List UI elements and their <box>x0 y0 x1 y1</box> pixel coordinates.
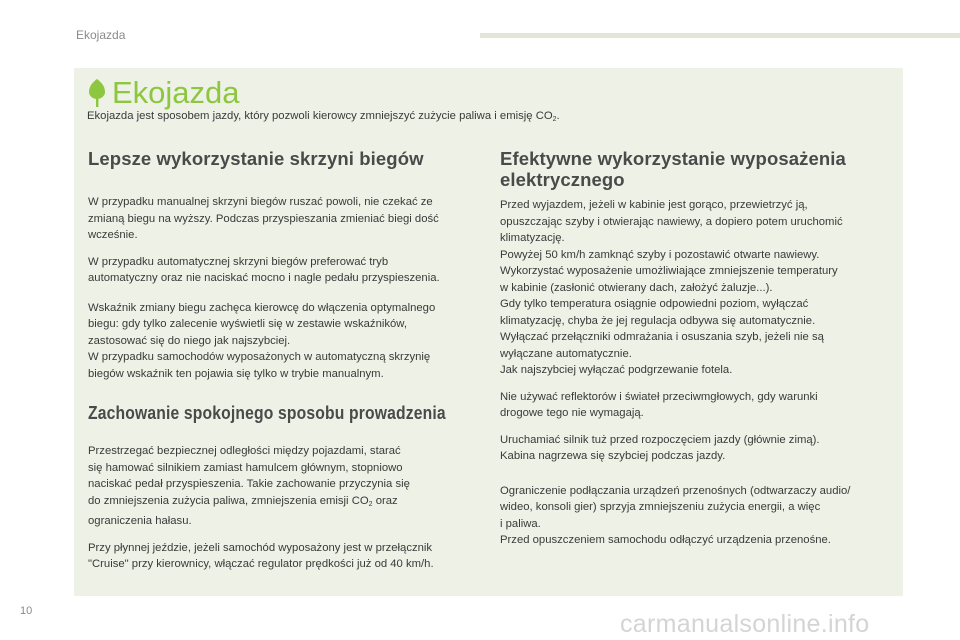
paragraph-cruise-control: Przy płynnej jeździe, jeżeli samochód wyposażony jest w przełącznik "Cruise" przy kierownicy, włączać regulator prędkości już od 40 km/h. <box>88 541 434 570</box>
header-bar <box>480 33 960 38</box>
paragraph-engine-start: Uruchamiać silnik tuż przed rozpoczęciem jazdy (głównie zimą). Kabina nagrzewa się szybciej podczas jazdy. <box>500 433 820 462</box>
header-label: Ekojazda <box>76 28 126 42</box>
watermark: carmanualsonline.info <box>620 610 870 638</box>
paragraph-air-conditioning: Przed wyjazdem, jeżeli w kabinie jest gorąco, przewietrzyć ją, opuszczając szyby i otwierając nawiewy, a dopiero potem uruchomić klimatyzację. Powyżej 50 km/h zamknąć szyby i pozostawić otwarte nawiewy. Wykorzystać wyposażenie umożliwiające zmniejszenie temperatury w kabinie (zasłonić otwierany dach, założyć żaluzje...). Gdy tylko temperatura osiągnie odpowiedni poziom, wyłączać klimatyzację, chyba że jej regulacja odbywa się automatycznie. Wyłączać przełączniki odmrażania i osuszania szyb, jeżeli nie są wyłączane automatycznie. Jak najszybciej wyłączać podgrzewanie fotela. <box>500 199 843 376</box>
page-number: 10 <box>20 605 33 617</box>
content-panel <box>74 68 903 596</box>
paragraph-gear-indicator: Wskaźnik zmiany biegu zachęca kierowcę do włączenia optymalnego biegu: gdy tylko zalecenie wyświetli się w zestawie wskaźników, zastosować się do niego jak najszybciej. W przypadku samochodów wyposażonych w automatyczną skrzynię biegów wskaźnik ten pojawia się tylko w trybie manualnym. <box>88 301 436 380</box>
section-heading-electrical: Efektywne wykorzystanie wyposażenia elektrycznego <box>500 148 846 190</box>
paragraph-portable-devices: Ograniczenie podłączania urządzeń przenośnych (odtwarzaczy audio/ wideo, konsoli gier) sprzyja zmniejszeniu zużycia energii, a więc i paliwa. Przed opuszczeniem samochodu odłączyć urządzenia przenośne. <box>500 484 851 546</box>
intro-text: Ekojazda jest sposobem jazdy, który pozwoli kierowcy zmniejszyć zużycie paliwa i emisję $CO_2$. <box>87 110 560 123</box>
paragraph-automatic-gearbox: W przypadku automatycznej skrzyni biegów preferować tryb automatyczny oraz nie naciskać mocno i nagle pedału przyspieszenia. <box>88 255 440 284</box>
paragraph-fog-lights: Nie używać reflektorów i świateł przeciwmgłowych, gdy warunki drogowe tego nie wymagają. <box>500 390 818 419</box>
paragraph-manual-gearbox: W przypadku manualnej skrzyni biegów ruszać powoli, nie czekać ze zmianą biegu na wyższy. Podczas przyspieszania zmieniać biegi dość wcześnie. <box>88 196 439 241</box>
title-row <box>86 76 240 110</box>
left-column <box>88 148 483 573</box>
right-column <box>500 148 895 549</box>
section-heading-driving-style: Zachowanie spokojnego sposobu prowadzenia <box>88 403 446 423</box>
paragraph-safe-distance: Przestrzegać bezpiecznej odległości między pojazdami, starać się hamować silnikiem zamiast hamulcem głównym, stopniowo naciskać pedał przyspieszenia. Takie zachowanie przyczynia się do zmniejszenia zużycia paliwa, zmniejszenia emisji $CO_2$ oraz ograniczenia hałasu. <box>88 445 410 527</box>
section-heading-gearbox: Lepsze wykorzystanie skrzyni biegów <box>88 148 424 169</box>
leaf-icon <box>86 78 108 108</box>
page-title: Ekojazda <box>112 75 240 110</box>
